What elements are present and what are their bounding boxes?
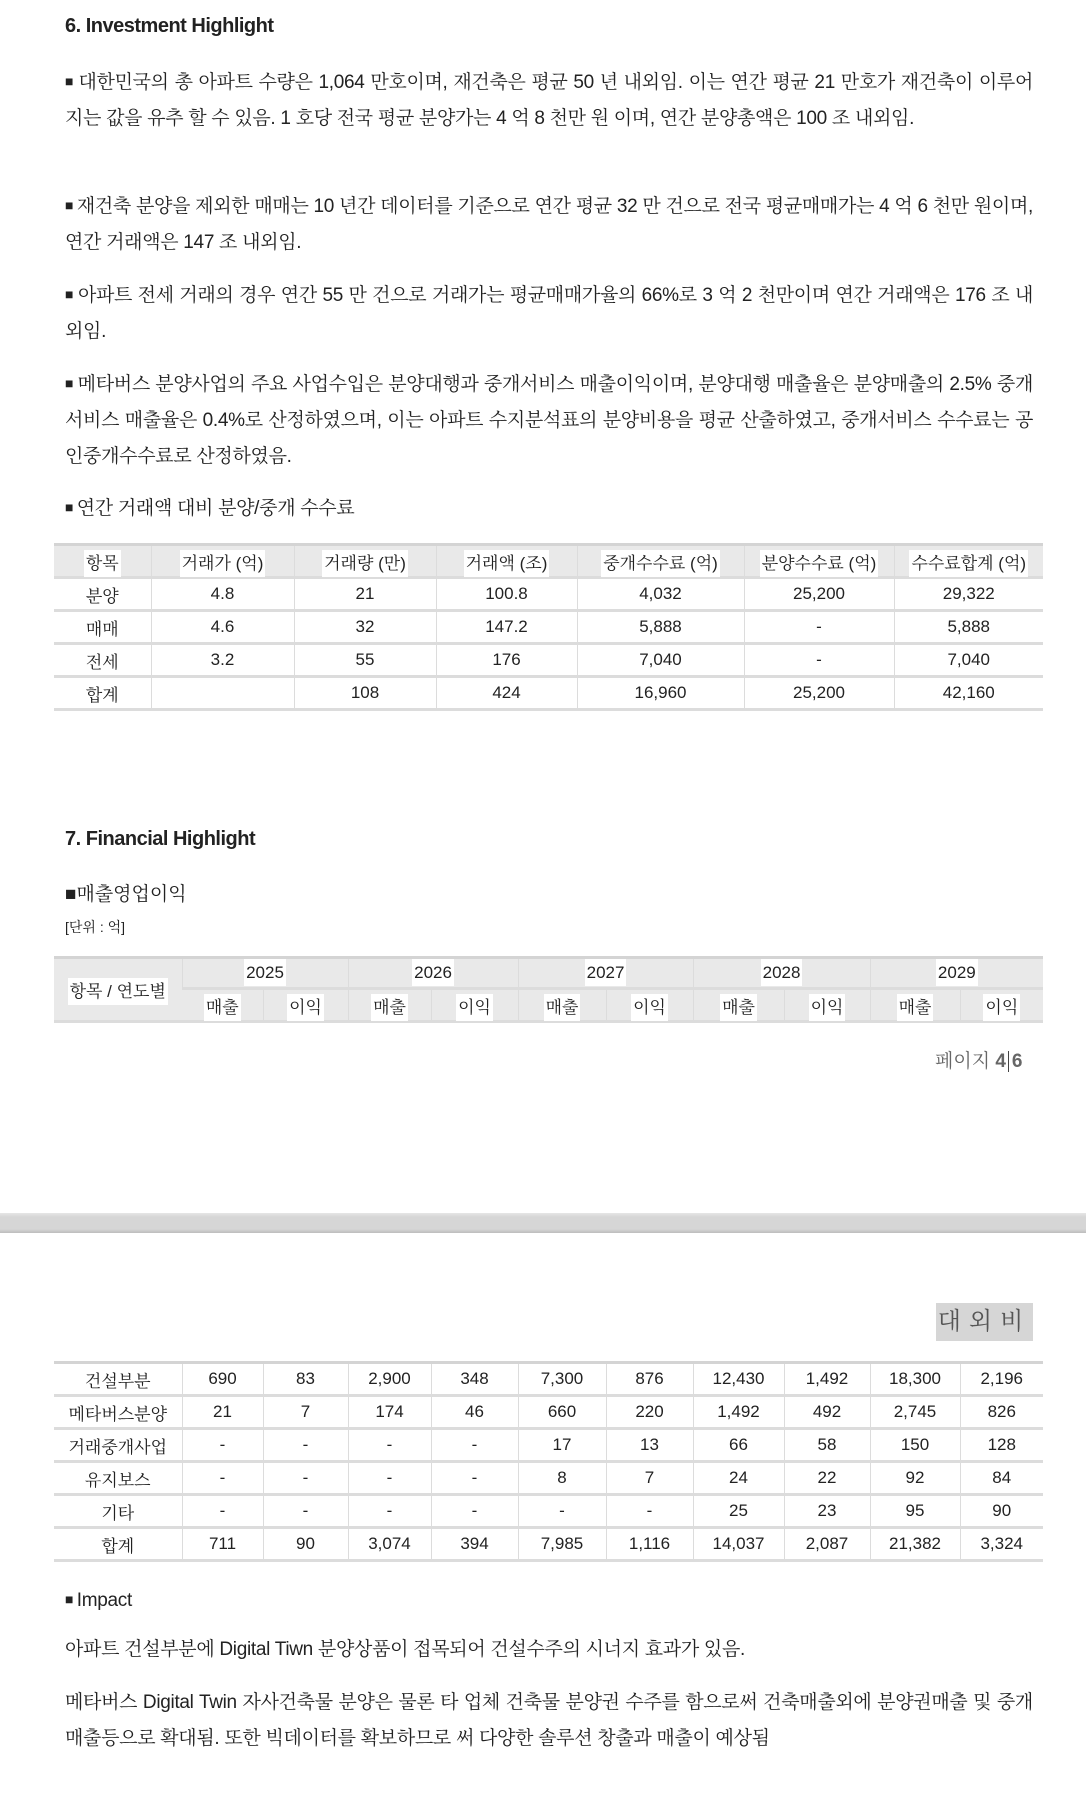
table-cell xyxy=(348,1495,431,1528)
sub-header xyxy=(263,989,348,1022)
table-cell xyxy=(784,1429,870,1462)
table-cell xyxy=(693,1528,784,1561)
table-cell-text: 90 xyxy=(992,1501,1012,1520)
table-cell xyxy=(894,578,1043,611)
sub-header-text: 이익 xyxy=(287,994,324,1021)
table-cell xyxy=(577,578,744,611)
table-cell-text: - xyxy=(386,1501,393,1520)
table-cell-text: 22 xyxy=(817,1468,837,1487)
paragraph: ■ 재건축 분양을 제외한 매매는 10 년간 데이터를 기준으로 연간 평균 32 만 건으로 전국 평균매매가는 4 억 6 천만 원이며, 연간 거래액은 147 조 내외임. xyxy=(65,187,1033,261)
table-cell-text: 25,200 xyxy=(793,584,845,603)
table-cell xyxy=(54,611,151,644)
table-cell xyxy=(693,1462,784,1495)
table-cell-text: 12,430 xyxy=(712,1369,765,1388)
table-cell xyxy=(151,644,294,677)
table-cell-text: 유지보스 xyxy=(84,1470,151,1490)
table-cell-text: 5,888 xyxy=(639,617,682,636)
table-cell-text: 21 xyxy=(213,1402,232,1421)
column-header xyxy=(54,545,151,578)
table-cell xyxy=(151,578,294,611)
table-cell-text: 17 xyxy=(552,1435,572,1454)
sub-header xyxy=(348,989,431,1022)
table-cell xyxy=(151,677,294,710)
table-row xyxy=(54,677,1043,710)
table-cell-text: 거래중개사업 xyxy=(68,1437,168,1457)
table-row xyxy=(54,1495,1043,1528)
table-cell-text: 합계 xyxy=(85,685,119,705)
table-cell xyxy=(518,1396,606,1429)
year-header xyxy=(182,958,348,989)
table-cell xyxy=(784,1462,870,1495)
table-cell xyxy=(263,1495,348,1528)
table-cell-text: 348 xyxy=(460,1369,489,1388)
page-current: 4 xyxy=(995,1051,1006,1072)
table-cell-text: 690 xyxy=(208,1369,237,1388)
sub-header-text: 매출 xyxy=(897,994,934,1021)
table-cell-text: 3,324 xyxy=(980,1534,1024,1553)
table-cell-text: 3,074 xyxy=(368,1534,411,1553)
column-header-text: 중개수수료 (억) xyxy=(601,550,720,577)
table-cell-text: 7 xyxy=(300,1402,311,1421)
sub-header-text: 이익 xyxy=(631,994,668,1021)
table-cell xyxy=(693,1396,784,1429)
table-cell-text: 2,196 xyxy=(980,1369,1024,1388)
table-cell xyxy=(348,1396,431,1429)
table-cell xyxy=(54,1495,182,1528)
table-cell-text: 전세 xyxy=(85,652,119,672)
table-cell xyxy=(518,1495,606,1528)
table-cell xyxy=(54,677,151,710)
table-cell-text: - xyxy=(386,1435,393,1454)
table-cell-text: 23 xyxy=(817,1501,837,1520)
table-cell xyxy=(744,611,894,644)
impact-title: ■ Impact xyxy=(65,1581,1033,1619)
table-cell xyxy=(436,611,577,644)
sub-header xyxy=(431,989,518,1022)
sub-header-text: 매출 xyxy=(544,994,581,1021)
table-cell-text: 5,888 xyxy=(947,617,991,636)
table-cell-text: 66 xyxy=(729,1435,748,1454)
table-cell-text: 메타버스분양 xyxy=(68,1404,168,1424)
table-cell-text: 21,382 xyxy=(889,1534,941,1553)
table-cell-text: 4,032 xyxy=(639,584,682,603)
table-cell xyxy=(693,1495,784,1528)
table-cell xyxy=(894,644,1043,677)
table-cell xyxy=(348,1528,431,1561)
table-cell xyxy=(182,1495,263,1528)
table-cell xyxy=(182,1528,263,1561)
table-cell-text: 2,087 xyxy=(805,1534,849,1553)
sub-header xyxy=(960,989,1043,1022)
table-cell-text: 84 xyxy=(992,1468,1012,1487)
table-cell xyxy=(870,1363,960,1396)
unit-label: [단위 : 억] xyxy=(65,919,126,935)
table-cell-text: 24 xyxy=(729,1468,748,1487)
table-row xyxy=(54,611,1043,644)
column-header-text: 거래액 (조) xyxy=(464,550,550,577)
table-cell-text: 16,960 xyxy=(634,683,687,702)
table-cell xyxy=(577,677,744,710)
page-number xyxy=(935,1046,1023,1073)
table-cell xyxy=(348,1429,431,1462)
sub-header xyxy=(606,989,693,1022)
table-cell xyxy=(348,1363,431,1396)
table-cell xyxy=(182,1429,263,1462)
table-cell xyxy=(431,1495,518,1528)
table-row xyxy=(54,578,1043,611)
table-cell xyxy=(348,1462,431,1495)
table-cell-text: 4.6 xyxy=(210,617,235,636)
year-header-text: 2029 xyxy=(936,959,978,986)
column-header xyxy=(436,545,577,578)
table-cell-text: 55 xyxy=(355,650,375,669)
paragraph: ■ 아파트 전세 거래의 경우 연간 55 만 건으로 거래가는 평균매매가율의 66%로 3 억 2 천만이며 연간 거래액은 176 조 내외임. xyxy=(65,276,1033,350)
table-cell xyxy=(518,1462,606,1495)
column-header xyxy=(294,545,436,578)
table-cell-text: 매매 xyxy=(85,619,119,639)
table-row xyxy=(54,1462,1043,1495)
page-label: 페이지 xyxy=(935,1051,991,1072)
table-cell xyxy=(182,1363,263,1396)
table-cell-text: 108 xyxy=(350,683,380,702)
table-cell-text: 92 xyxy=(905,1468,925,1487)
table-cell-text: 174 xyxy=(375,1402,404,1421)
table-cell-text: - xyxy=(219,1501,226,1520)
fee-table xyxy=(54,543,1043,711)
table-cell xyxy=(436,578,577,611)
table-cell-text: - xyxy=(471,1501,478,1520)
table-cell-text: 7 xyxy=(644,1468,655,1487)
financial-table-header xyxy=(54,956,1043,1023)
table-cell-text: 4.8 xyxy=(210,584,235,603)
table-cell-text: 176 xyxy=(492,650,521,669)
impact-paragraph: 아파트 건설부분에 Digital Tiwn 분양상품이 접목되어 건설수주의 시너지 효과가 있음. xyxy=(65,1639,745,1660)
table-cell-text: 826 xyxy=(987,1402,1016,1421)
table-cell-text: - xyxy=(219,1468,226,1487)
confidential-label: 대외비 xyxy=(936,1303,1033,1341)
table-cell xyxy=(54,578,151,611)
year-header xyxy=(870,958,1043,989)
table-cell xyxy=(431,1462,518,1495)
table-cell xyxy=(784,1495,870,1528)
table-cell xyxy=(263,1363,348,1396)
table-cell-text: - xyxy=(302,1435,309,1454)
paragraph: ■ 메타버스 분양사업의 주요 사업수입은 분양대행과 중개서비스 매출이익이며, 분양대행 매출율은 분양매출의 2.5% 중개서비스 매출율은 0.4%로 산정하였으며, 이는 아파트 수지분석표의 분양비용을 평균 산출하였고, 중개서비스 수수료는 공인중개수수료로 산정하였음. xyxy=(65,365,1033,475)
column-header xyxy=(744,545,894,578)
column-header xyxy=(894,545,1043,578)
sub-header-text: 매출 xyxy=(204,994,241,1021)
table-cell-text: 42,160 xyxy=(942,683,995,702)
table-cell xyxy=(960,1429,1043,1462)
table-cell-text: 128 xyxy=(987,1435,1016,1454)
page-total: 6 xyxy=(1008,1051,1023,1072)
paragraph: ■ 대한민국의 총 아파트 수량은 1,064 만호이며, 재건축은 평균 50 년 내외임. 이는 연간 평균 21 만호가 재건축이 이루어지는 값을 유추 할 수 있음. 1 호당 전국 평균 분양가는 4 억 8 천만 원 이며, 연간 분양총액은 100 조 내외임. xyxy=(65,63,1033,137)
sub-header-text: 매출 xyxy=(720,994,757,1021)
year-header-text: 2028 xyxy=(761,959,803,986)
table-cell-text: 394 xyxy=(460,1534,489,1553)
table-cell xyxy=(431,1528,518,1561)
table-cell xyxy=(577,611,744,644)
table-cell-text: 7,985 xyxy=(540,1534,584,1553)
table-cell xyxy=(784,1528,870,1561)
corner-header-text: 항목 / 연도별 xyxy=(68,978,168,1005)
table-cell-text: 25,200 xyxy=(793,683,845,702)
column-header-text: 거래량 (만) xyxy=(322,550,408,577)
year-header xyxy=(348,958,518,989)
sub-header-text: 이익 xyxy=(456,994,493,1021)
table-cell-text: 100.8 xyxy=(485,584,528,603)
table-cell xyxy=(606,1462,693,1495)
table-cell-text: 58 xyxy=(817,1435,837,1454)
table-row xyxy=(54,644,1043,677)
fee-table-title: ■ 연간 거래액 대비 분양/중개 수수료 xyxy=(65,489,1033,527)
table-cell xyxy=(263,1462,348,1495)
table-cell-text: 1,116 xyxy=(628,1534,671,1553)
column-header-text: 항목 xyxy=(84,550,121,577)
table-cell-text: 46 xyxy=(465,1402,484,1421)
sub-header xyxy=(518,989,606,1022)
table-cell-text: - xyxy=(219,1435,226,1454)
table-cell xyxy=(431,1429,518,1462)
table-cell xyxy=(960,1528,1043,1561)
table-cell xyxy=(870,1528,960,1561)
table-cell-text: 95 xyxy=(905,1501,925,1520)
column-header-text: 분양수수료 (억) xyxy=(760,550,879,577)
table-cell xyxy=(263,1528,348,1561)
table-cell-text: 2,745 xyxy=(893,1402,937,1421)
table-cell xyxy=(960,1363,1043,1396)
impact-paragraph: 메타버스 Digital Twin 자사건축물 분양은 물론 타 업체 건축물 분양권 수주를 함으로써 건축매출외에 분양권매출 및 중개매출등으로 확대됨. 또한 빅데이터를 확보하므로 써 다양한 솔루션 창출과 매출이 예상됨 xyxy=(65,1692,1033,1749)
table-cell xyxy=(151,611,294,644)
table-cell xyxy=(606,1429,693,1462)
table-cell xyxy=(54,1363,182,1396)
table-cell-text: 32 xyxy=(355,617,375,636)
table-cell xyxy=(54,1528,182,1561)
sub-header xyxy=(693,989,784,1022)
year-header-text: 2025 xyxy=(244,959,286,986)
column-header-text: 수수료합계 (억) xyxy=(909,550,1028,577)
table-cell xyxy=(870,1462,960,1495)
table-row xyxy=(54,1363,1043,1396)
table-cell-text: - xyxy=(816,617,822,636)
table-cell-text: - xyxy=(302,1468,309,1487)
table-cell xyxy=(518,1528,606,1561)
table-cell-text: 8 xyxy=(557,1468,567,1487)
table-cell xyxy=(263,1429,348,1462)
section-6-title: 6. Investment Highlight xyxy=(65,15,274,37)
table-cell xyxy=(54,1462,182,1495)
table-cell-text: 424 xyxy=(492,683,521,702)
table-cell-text: 220 xyxy=(635,1402,664,1421)
table-cell-text: 18,300 xyxy=(889,1369,941,1388)
table-cell xyxy=(436,644,577,677)
table-cell xyxy=(294,644,436,677)
table-cell xyxy=(606,1495,693,1528)
table-row xyxy=(54,1528,1043,1561)
table-cell-text: 건설부분 xyxy=(84,1371,151,1391)
table-cell-text: - xyxy=(646,1501,653,1520)
table-cell-text: 2,900 xyxy=(368,1369,411,1388)
year-header xyxy=(693,958,870,989)
table-cell xyxy=(784,1363,870,1396)
table-cell xyxy=(182,1462,263,1495)
table-cell xyxy=(784,1396,870,1429)
sub-header xyxy=(182,989,263,1022)
table-cell-text: 492 xyxy=(812,1402,842,1421)
table-cell xyxy=(870,1429,960,1462)
section-7-title: 7. Financial Highlight xyxy=(65,828,256,850)
table-cell xyxy=(54,1396,182,1429)
table-cell-text: 7,040 xyxy=(947,650,991,669)
table-cell-text: 83 xyxy=(296,1369,315,1388)
sub-header-text: 이익 xyxy=(983,994,1020,1021)
table-cell xyxy=(960,1396,1043,1429)
table-cell-text: - xyxy=(386,1468,393,1487)
table-cell xyxy=(894,611,1043,644)
table-cell xyxy=(577,644,744,677)
table-cell xyxy=(606,1528,693,1561)
table-cell xyxy=(263,1396,348,1429)
table-cell-text: - xyxy=(302,1501,309,1520)
table-cell xyxy=(518,1429,606,1462)
table-cell xyxy=(294,611,436,644)
table-cell xyxy=(606,1363,693,1396)
financial-table-body xyxy=(54,1361,1043,1562)
corner-header xyxy=(54,958,182,1022)
table-cell xyxy=(960,1462,1043,1495)
revenue-subtitle: ■매출영업이익 xyxy=(65,884,187,905)
table-cell xyxy=(182,1396,263,1429)
table-cell-text: 7,040 xyxy=(639,650,682,669)
table-cell-text: 660 xyxy=(547,1402,577,1421)
table-cell xyxy=(606,1396,693,1429)
table-cell-text: 3.2 xyxy=(210,650,235,669)
table-cell-text: 1,492 xyxy=(805,1369,849,1388)
table-cell-text: 1,492 xyxy=(717,1402,760,1421)
table-cell-text: 876 xyxy=(635,1369,664,1388)
table-cell xyxy=(431,1363,518,1396)
table-cell xyxy=(894,677,1043,710)
sub-header-text: 이익 xyxy=(809,994,846,1021)
table-cell xyxy=(54,1429,182,1462)
table-cell xyxy=(744,644,894,677)
table-cell xyxy=(294,578,436,611)
table-row xyxy=(54,1429,1043,1462)
column-header-text: 거래가 (억) xyxy=(180,550,266,577)
table-cell-text: 7,300 xyxy=(540,1369,584,1388)
sub-header-text: 매출 xyxy=(371,994,408,1021)
table-cell-text: - xyxy=(559,1501,565,1520)
table-cell-text: 분양 xyxy=(85,586,119,606)
table-cell-text: - xyxy=(471,1468,478,1487)
table-cell xyxy=(744,578,894,611)
table-cell-text: 90 xyxy=(296,1534,315,1553)
table-cell xyxy=(693,1429,784,1462)
table-cell-text: 29,322 xyxy=(942,584,995,603)
year-header-text: 2026 xyxy=(412,959,454,986)
table-cell xyxy=(518,1363,606,1396)
table-cell xyxy=(870,1495,960,1528)
sub-header xyxy=(870,989,960,1022)
table-cell-text: 합계 xyxy=(101,1536,135,1556)
column-header xyxy=(577,545,744,578)
table-cell xyxy=(54,644,151,677)
table-cell-text: 25 xyxy=(729,1501,748,1520)
year-header-text: 2027 xyxy=(585,959,627,986)
table-cell-text: 711 xyxy=(208,1534,237,1553)
table-cell xyxy=(436,677,577,710)
table-cell-text: 14,037 xyxy=(712,1534,765,1553)
table-cell-text: 21 xyxy=(355,584,375,603)
table-cell xyxy=(693,1363,784,1396)
column-header xyxy=(151,545,294,578)
table-cell-text: - xyxy=(816,650,822,669)
table-cell-text: 150 xyxy=(900,1435,930,1454)
page-separator xyxy=(0,1213,1086,1233)
table-cell-text: 기타 xyxy=(101,1503,135,1523)
table-cell xyxy=(870,1396,960,1429)
table-cell xyxy=(294,677,436,710)
table-cell xyxy=(960,1495,1043,1528)
year-header xyxy=(518,958,693,989)
table-cell-text: - xyxy=(471,1435,478,1454)
sub-header xyxy=(784,989,870,1022)
table-cell xyxy=(431,1396,518,1429)
table-cell-text: 13 xyxy=(640,1435,659,1454)
table-cell xyxy=(744,677,894,710)
table-row xyxy=(54,1396,1043,1429)
table-cell-text: 147.2 xyxy=(485,617,528,636)
